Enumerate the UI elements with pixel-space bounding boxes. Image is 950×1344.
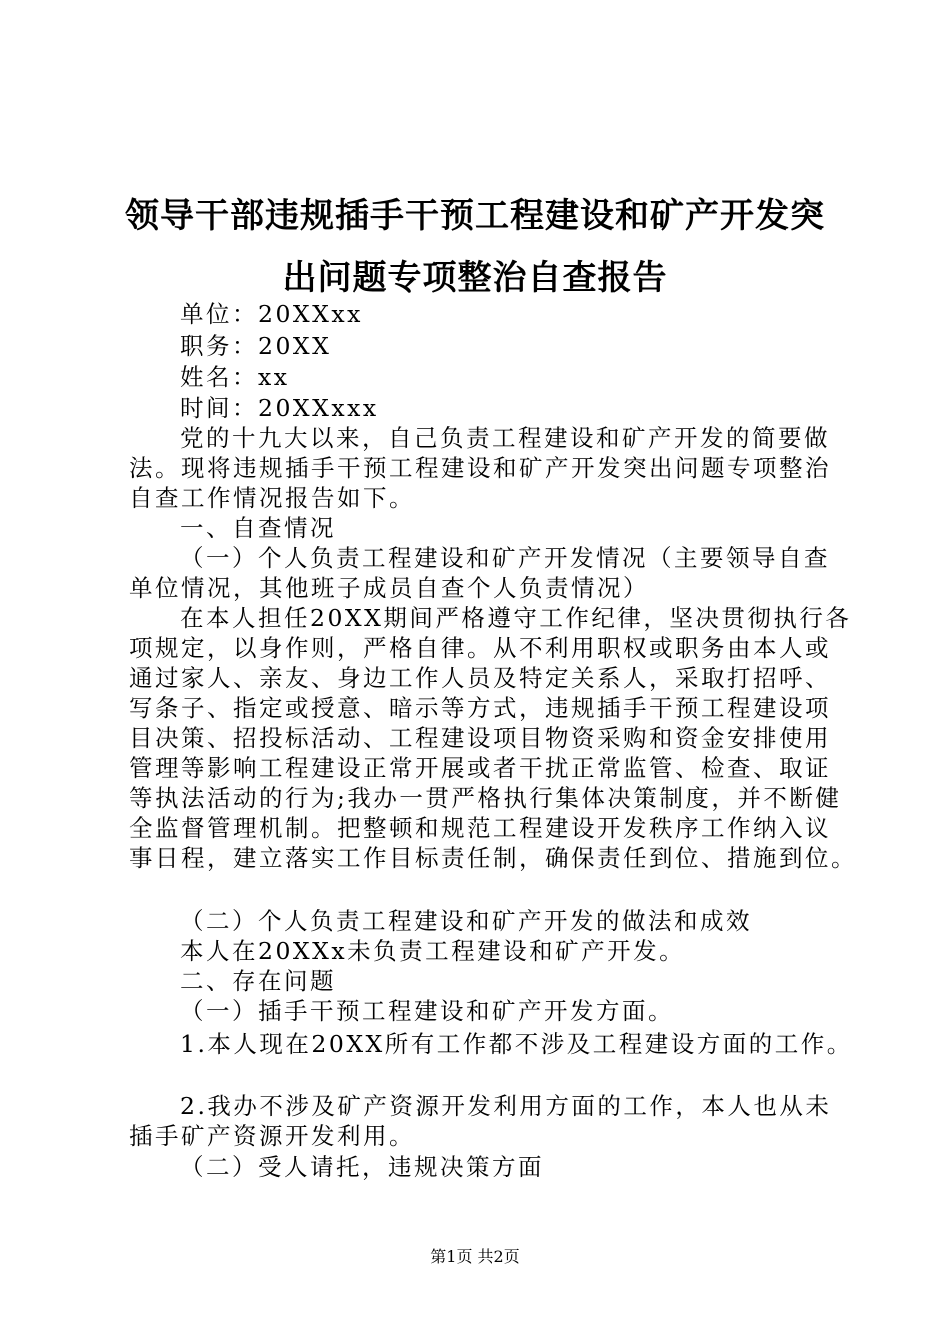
- subsection-heading: （二）个人负责工程建设和矿产开发的做法和成效: [180, 907, 752, 935]
- paragraph-line: 通过家人、亲友、身边工作人员及特定关系人，采取打招呼、: [129, 664, 831, 692]
- paragraph-line: 事日程，建立落实工作目标责任制，确保责任到位、措施到位。: [129, 844, 857, 872]
- page-number-footer: 第1页 共2页: [430, 1247, 520, 1266]
- section-heading: 一、自查情况: [180, 514, 336, 542]
- paragraph-line: 目决策、招投标活动、工程建设项目物资采购和资金安排使用: [129, 724, 831, 752]
- paragraph-line: 在本人担任20XX期间严格遵守工作纪律，坚决贯彻执行各: [180, 604, 852, 632]
- document-title-line-2: 出问题专项整治自查报告: [282, 258, 668, 298]
- document-title-line-1: 领导干部违规插手干预工程建设和矿产开发突: [125, 196, 825, 236]
- paragraph-line: 项规定，以身作则，严格自律。从不利用职权或职务由本人或: [129, 634, 831, 662]
- paragraph-line: 1.本人现在20XX所有工作都不涉及工程建设方面的工作。: [180, 1030, 853, 1058]
- name-field: 姓名：xx: [180, 363, 290, 391]
- paragraph-line: 单位情况，其他班子成员自查个人负责情况）: [129, 574, 649, 602]
- paragraph-line: 插手矿产资源开发利用。: [129, 1122, 415, 1150]
- paragraph-line: 2.我办不涉及矿产资源开发利用方面的工作，本人也从未: [180, 1092, 832, 1120]
- paragraph-line: 管理等影响工程建设正常开展或者干扰正常监管、检查、取证: [129, 754, 831, 782]
- section-heading: 二、存在问题: [180, 967, 336, 995]
- paragraph-line: 写条子、指定或授意、暗示等方式，违规插手干预工程建设项: [129, 694, 831, 722]
- subsection-heading: （一）插手干预工程建设和矿产开发方面。: [180, 997, 674, 1025]
- time-field: 时间：20XXxxx: [180, 394, 379, 422]
- paragraph-line: 全监督管理机制。把整顿和规范工程建设开发秩序工作纳入议: [129, 814, 831, 842]
- paragraph-line: 本人在20XXx未负责工程建设和矿产开发。: [180, 937, 686, 965]
- position-field: 职务：20XX: [180, 332, 332, 360]
- paragraph-line: 法。现将违规插手干预工程建设和矿产开发突出问题专项整治: [129, 454, 831, 482]
- subsection-heading: （二）受人请托，违规决策方面: [180, 1153, 544, 1181]
- unit-field: 单位：20XXxx: [180, 300, 363, 328]
- paragraph-line: 自查工作情况报告如下。: [129, 484, 415, 512]
- paragraph-line: 党的十九大以来，自己负责工程建设和矿产开发的简要做: [180, 424, 830, 452]
- paragraph-line: 等执法活动的行为;我办一贯严格执行集体决策制度，并不断健: [129, 784, 842, 812]
- subsection-heading: （一）个人负责工程建设和矿产开发情况（主要领导自查: [180, 544, 830, 572]
